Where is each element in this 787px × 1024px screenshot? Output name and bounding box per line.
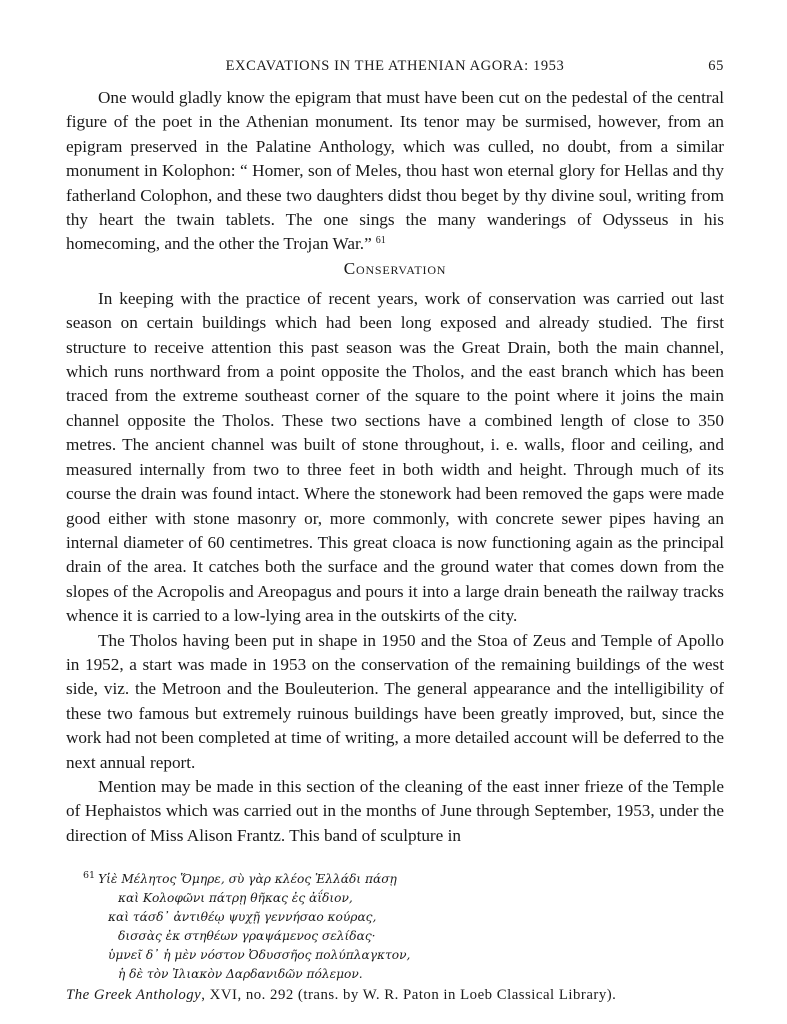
citation-details: , XVI, no. 292 (trans. by W. R. Paton in Loeb Classical Library). [201,987,617,1004]
footnote [66,866,724,1004]
page-number: 65 [708,58,724,74]
paragraph-epigram [66,86,724,257]
verse-line: καὶ τάσδ᾽ ἀντιθέῳ ψυχῇ γεννήσαο κούρας, [108,910,377,925]
verse-line: καὶ Κολοφῶνι πάτρῃ θῆκας ἐς ἀΐδιον, [118,891,353,906]
verse-line: $^{61}$ Υἱὲ Μέλητος Ὅμηρε, σὺ γὰρ κλέος Ἑλλάδι πάσῃ [83,870,397,887]
verse-line: δισσὰς ἐκ στηθέων γραψάμενος σελίδας· [118,929,376,944]
verse-line: ἡ δὲ τὸν Ἰλιακὸν Δαρδανιδῶν πόλεμον. [118,967,363,982]
footnote-reference: 61 [375,235,386,247]
page [66,58,724,1004]
paragraph-great-drain: In keeping with the practice of recent years, work of conservation was carried out last season on certain buildings which had been long exposed and already studied. The first structure to receive attention this past season was the Great Drain, both the main channel, which runs northward from a point opposite the Tholos, and the east branch which has been traced from the extreme southeast corner of the square to the point where it joins the main channel opposite the Tholos. These two sections have a combined length of close to 350 metres. The ancient channel was built of stone throughout, i. e. walls, floor and ceiling, and measured internally from two to three feet in both width and height. Through much of its course the drain was found intact. Where the stonework had been removed the gaps were made good either with stone masonry or, more commonly, with concrete sewer pipes having an internal diameter of 60 centimetres. This great cloaca is now functioning again as the principal drain of the area. It catches both the surface and the ground water that comes down from the slopes of the Acropolis and Areopagus and pours it into a large drain beneath the railway tracks whence it is carried to a low-lying area in the outskirts of the city. [66,288,724,626]
footnote-number: 61 [83,870,96,882]
running-title: EXCAVATIONS IN THE ATHENIAN AGORA: 1953 [225,58,565,74]
body-text [66,86,724,848]
verse-line: ὑμνεῖ δ᾽ ἡ μὲν νόστον Ὀδυσσῆος πολύπλαγκτον, [108,948,411,963]
section-heading-conservation: Conservation [343,258,447,278]
greek-epigram [66,866,724,984]
citation-title: The Greek Anthology [66,987,202,1004]
paragraph-west-side: The Tholos having been put in shape in 1950 and the Stoa of Zeus and Temple of Apollo in 1952, a start was made in 1953 on the conservation of the remaining buildings of the west side, viz. the Metroon and the Bouleuterion. The general appearance and the intelligibility of these two famous but extremely ruinous buildings have been greatly improved, but, since the work had not been completed at time of writing, a more detailed account will be deferred to the next annual report. [66,630,724,772]
running-header [66,58,724,86]
paragraph-hephaistos: Mention may be made in this section of the cleaning of the east inner frieze of the Temple of Hephaistos which was carried out in the months of June through September, 1953, under the direction of Miss Alison Frantz. This band of sculpture in [66,776,724,845]
paragraph-epigram-text: One would gladly know the epigram that must have been cut on the pedestal of the central figure of the poet in the Athenian monument. Its tenor may be surmised, however, from an epigram preserved in the Palatine Anthology, which was culled, no doubt, from a similar monument in Kolophon: “ Homer, son of Meles, thou hast won eternal glory for Hellas and thy fatherland Colophon, and these two daughters didst thou beget by thy divine soul, writing from thy heart the twain tablets. The one sings the many wanderings of Odysseus in his homecoming, and the other the Trojan War.” [66,88,724,254]
footnote-citation [66,987,724,1004]
